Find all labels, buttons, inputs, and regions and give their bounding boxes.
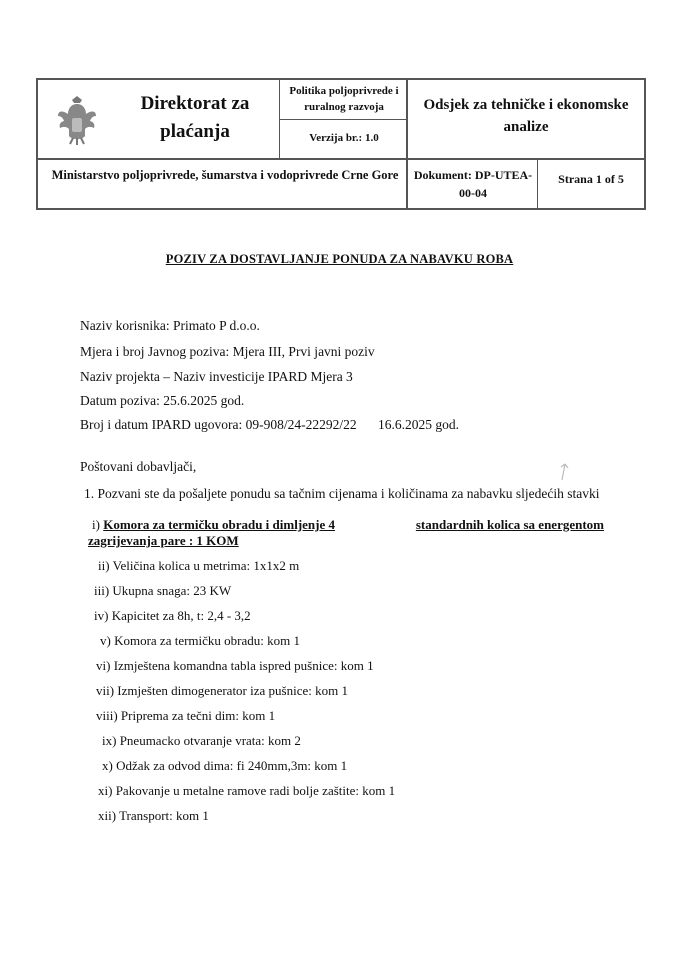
pen-mark-icon — [556, 460, 574, 482]
intro-text: 1. Pozvani ste da pošaljete ponudu sa tačnim cijenama i količinama za nabavku sljedećih stavki — [84, 486, 600, 501]
header-document-cell — [408, 160, 538, 208]
header-ministry-cell — [38, 160, 408, 208]
item-xi: xi) Pakovanje u metalne ramove radi bolje zaštite: kom 1 — [98, 783, 396, 798]
ministry-text: Ministarstvo poljoprivrede, šumarstva i vodoprivrede Crne Gore — [51, 168, 399, 182]
header-version-cell — [280, 120, 408, 160]
version-text: Verzija br.: 1.0 — [309, 132, 379, 144]
item-ix: ix) Pneumacko otvaranje vrata: kom 2 — [102, 733, 301, 748]
item-vii: vii) Izmješten dimogenerator iza pušnice: kom 1 — [96, 683, 348, 698]
header-table — [36, 78, 646, 210]
organization-title-line1: Direktorat za — [140, 93, 250, 114]
item-v: v) Komora za termičku obradu: kom 1 — [100, 633, 300, 648]
greeting: Poštovani dobavljači, — [80, 459, 197, 474]
item-x: x) Odžak za odvod dima: fi 240mm,3m: kom 1 — [102, 758, 348, 773]
organization-title — [120, 90, 270, 146]
header-page-cell — [538, 160, 644, 208]
montenegro-coat-of-arms-icon — [56, 94, 98, 146]
info-mjera: Mjera i broj Javnog poziva: Mjera III, Prvi javni poziv — [80, 344, 375, 359]
organization-title-line2: plaćanja — [160, 121, 230, 142]
info-projekat: Naziv projekta – Naziv investicije IPARD Mjera 3 — [80, 369, 353, 384]
header-organization-cell — [38, 80, 280, 160]
item-vi: vi) Izmještena komandna tabla ispred pušnice: kom 1 — [96, 658, 374, 673]
page-number-text: Strana 1 of 5 — [558, 172, 624, 186]
item-iii: iii) Ukupna snaga: 23 KW — [94, 583, 232, 598]
item-i-line1a: Komora za termičku obradu i dimljenje 4 — [103, 517, 336, 532]
item-iv: iv) Kapicitet za 8h, t: 2,4 - 3,2 — [94, 608, 251, 623]
header-department-cell — [408, 80, 644, 160]
info-ugovor-datum: 16.6.2025 god. — [378, 417, 459, 432]
item-i-line1b: standardnih kolica sa energentom — [415, 517, 604, 532]
document-code-text: Dokument: DP-UTEA-00-04 — [413, 168, 533, 200]
department-text: Odsjek za tehničke i ekonomske analize — [423, 97, 629, 135]
item-ii: ii) Veličina kolica u metrima: 1x1x2 m — [98, 558, 300, 573]
info-datum: Datum poziva: 25.6.2025 god. — [80, 393, 245, 408]
item-viii: viii) Priprema za tečni dim: kom 1 — [96, 708, 276, 723]
policy-text: Politika poljoprivrede i ruralnog razvoja — [289, 85, 399, 113]
info-ugovor: Broj i datum IPARD ugovora: 09-908/24-22292/22 — [80, 417, 357, 432]
header-policy-cell — [280, 80, 408, 120]
item-i — [88, 517, 604, 549]
info-korisnik: Naziv korisnika: Primato P d.o.o. — [80, 318, 260, 333]
item-i-number: i) — [92, 517, 100, 532]
item-xii: xii) Transport: kom 1 — [98, 808, 209, 823]
document-title: POZIV ZA DOSTAVLJANJE PONUDA ZA NABAVKU ROBA — [165, 252, 514, 266]
item-i-line2: zagrijevanja pare : 1 KOM — [88, 533, 239, 548]
